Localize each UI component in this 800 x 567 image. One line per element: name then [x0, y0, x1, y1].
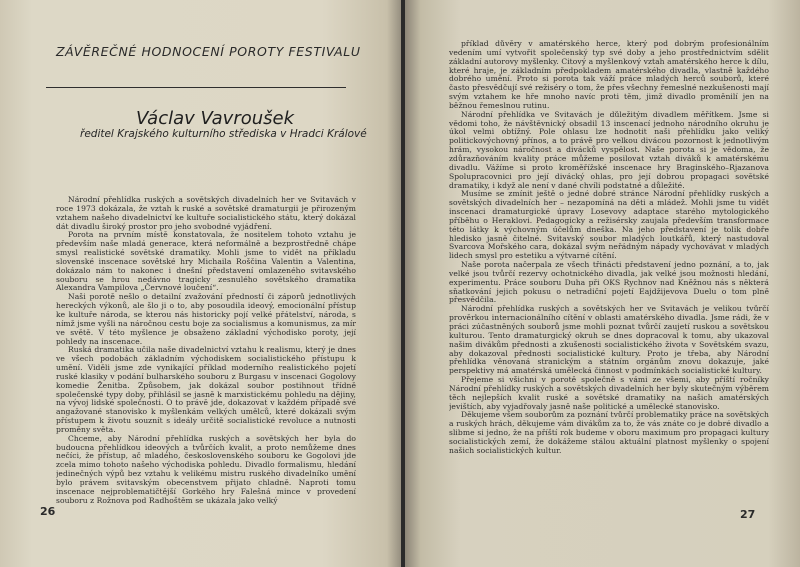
heading-rule	[46, 87, 346, 88]
paragraph: Chceme, aby Národní přehlídka ruských a sovětských her byla do budoucna přehlídkou ideových a tvůrčích kvalit, a proto nemůžeme dnes nečíci, že přístup, ač mladého, československého souboru ke Gogolovi jde zcela mimo tohoto našeho východiska pohledu. Divadlo formalismu, hledání jedinečných výpů bez vztahu k velikému mistru ruského divadelníko umění bylo právem svitavským obecenstvem přijato chladně. Naproti tomu inscenace nejproblematičtější Gorkého hry Falešná mince v provedení souboru z Rožnova pod Radhoštěm se ukázala jako velký	[56, 434, 356, 505]
paragraph: Děkujeme všem souborům za poznání tvůrčí problematiky práce na sovětských a ruských hrách, děkujeme vám divákům za to, že vás znáte co je dobré divadlo a slibme si jedno, že na příští rok budeme v oboru maximum pro propagaci kultury socialistických zemí, že dokážeme stálou aktuální platnost myšlenky o spojení našich socialistických kultur.	[449, 411, 769, 455]
section-heading: ZÁVĚREČNÉ HODNOCENÍ POROTY FESTIVALU	[56, 44, 361, 59]
author-name: Václav Vavroušek	[136, 108, 295, 129]
paragraph: Ruská dramatika učila naše divadelnictví vztahu k realismu, který je dnes ve všech podobách základním východiskem socialistického přístupu k umění. Viděli jsme zde vynikající příklad moderního realistického pojetí ruské klasiky v podání bulharského souboru z Burgasu v inscenaci Gogolovy komedie Ženitba. Způsobem, jak dokázal soubor postihnout třídně společenské typy doby, přihlásil se jasně k marxistickému pohledu na dějiny, na vývoj lidské společnosti. O to právě jde, dokazovat v každém případě své angažované stanovisko k myšlenkám velkých umělců, které dokázali svým přístupem k životu souznít s ideály určitě socialistické revoluce a nutnosti proměny světa.	[56, 346, 356, 434]
page-number: 26	[40, 505, 56, 518]
left-text-column	[56, 196, 356, 506]
author-role: ředitel Krajského kulturního střediska v Hradci Králové	[80, 128, 367, 140]
paragraph: Naše porota načerpala ze všech třinácti představení jedno poznání, a to, jak velké jsou tvůrčí rezervy ochotnického divadla, jak velké jsou možnosti hledání, experimentu. Práce souboru Duha při OKS Rychnov nad Kněžnou nás s některá sňatkování jejich pokusu o netradiční pojetí Eajdžijevova Duelu o tom plně přesvědčila.	[449, 261, 769, 305]
page-number: 27	[740, 508, 756, 521]
paragraph: Národní přehlídka ve Svitavách je důležitým divadlem měřítkem. Jsme si vědomi toho, že návštěvnický obsadil 13 inscenací jednoho národního okruhu je úkol velmi obtížný. Pole ohlasu lze hodnotit naši přehlídku jako veliký politickovýchovný přínos, a to právě pro velkou divácou pozornost k jednotlivým hrám, vysokou náročnost a divácků vyspělost. Naše porota si je vědoma, že zdůrazňováním kvality práce můžeme posilovat vztah diváků k amatérskému divadlu. Vážíme si proto kroměřížské inscenace hry Braginského–Rjazanova Spolupracovnici pro její divácký ohlas, pro její dobrou propagaci sovětské dramatiky, i když ale není v dané chvíli podstatné a důležité.	[449, 110, 769, 190]
paragraph: Národní přehlídka ruských a sovětských divadelních her ve Svitavách v roce 1973 dokázala, že vztah k ruské a sovětské dramaturgii je přirozeným vztahem našeho divadelnictví ke kultuře socialistického státu, který dokázal dát divadlu široký prostor pro jeho svobodné vyjádření.	[56, 196, 356, 231]
right-page	[405, 0, 800, 567]
paragraph: Porota na prvním místě konstatovala, že nositelem tohoto vztahu je především naše mladá generace, která neformálně a bezprostředně chápe smysl realistické sovětské dramatiky. Mohli jsme to vidět na příkladu slovenské inscenace sovětské hry Michaila Roščina Valentin a Valentina, dokázalo nám to nakonec i dnešní představení omlazeného svitavského souboru se hrou nedávno tragicky zesnulého sovětského dramatika Alexandra Vampilova „Červnové loučení“.	[56, 231, 356, 293]
paragraph: Přejeme si všichni v porotě společně s vámi ze všemi, aby příští ročníky Národní přehlídky ruských a sovětských divadelních her byly skutečným výběrem těch nejlepších kvalit ruské a sovětské dramatiky na našich amatérských jevištích, aby vyjadřovaly jasně naše politické a umělecké stanovisko.	[449, 376, 769, 411]
paragraph: příklad důvěry v amatérského herce, který pod dobrým profesionálním vedením umí vytvořit společenský typ své doby a jeho prostřednictvím sdělit základní autorovy myšlenky. Citový a myšlenkový vztah amatérského herce k dílu, které hraje, je základním předpokladem amatérského divadla, vlastně každého dobrého umění. Proto si porota tak váží práce mladých herců souborů, které často přesvědčují své režiséry o tom, že přes všechny řemeslné nezkušenosti mají svým vztahem ke hře mnoho navíc proti těm, jimž divadlo proměnilí jen na běžnou řemeslnou rutinu.	[449, 40, 769, 110]
paragraph: Národní přehlídka ruských a sovětských her ve Svitavách je velikou tvůrčí prověrkou internacionálního cítění v oblasti amatérského divadla. Jsme rádi, že v práci zúčastněných souborů jsme mohli poznat tvůrčí zaujetí ruskou a sovětskou kulturou. Tento dramaturgický okruh se dnes dopracoval k tomu, aby ukazoval našim divákům přednosti a zkušenosti socialistického života v Sovětském svazu, aby dokazoval přednosti socialistické kultury. Proto je třeba, aby Národní přehlídka věnovaná stranickým a státním orgánům znovu dokazuje, jaké perspektivy má amatérská umělecká činnost v podmínkách socialistické kultury.	[449, 305, 769, 376]
paragraph: Naši porotě nešlo o detailní zvažování předností či záporů jednotlivých hereckých výkonů, ale šlo ji o to, aby posoudila ideový, emocionální přístup ke kultuře národa, se kterou nás historicky pojí velké přátelství, národa, s nímž jsme vyšli na náročnou cestu boje za socialismus a komunismus, za mír ve světě. V této myšlence je obsaženo základní východisko poroty, její pohledy na inscenace.	[56, 293, 356, 346]
paragraph: Musíme se zmínit ještě o jedné dobré stránce Národní přehlídky ruských a sovětských divadelních her – nezapomíná na děti a mládež. Mohli jsme tu vidět inscenaci dramaturgické úpravy Losevovy adaptace starého mytologického příběhu o Heraklovi. Pedagogicky a režisérsky zaujala především transformace této látky k výchovným účelům dneška. Na jeho představení je tolik dobře hledisko jasně čitelné. Svitavský soubor mladých loutkářů, který nastudoval Svarcova Mořského cara, dokázal svým neřádným nápady vychovávat v mladých lidech smysl pro estetiku a výtvarné cítění.	[449, 190, 769, 261]
right-text-column	[449, 40, 769, 456]
